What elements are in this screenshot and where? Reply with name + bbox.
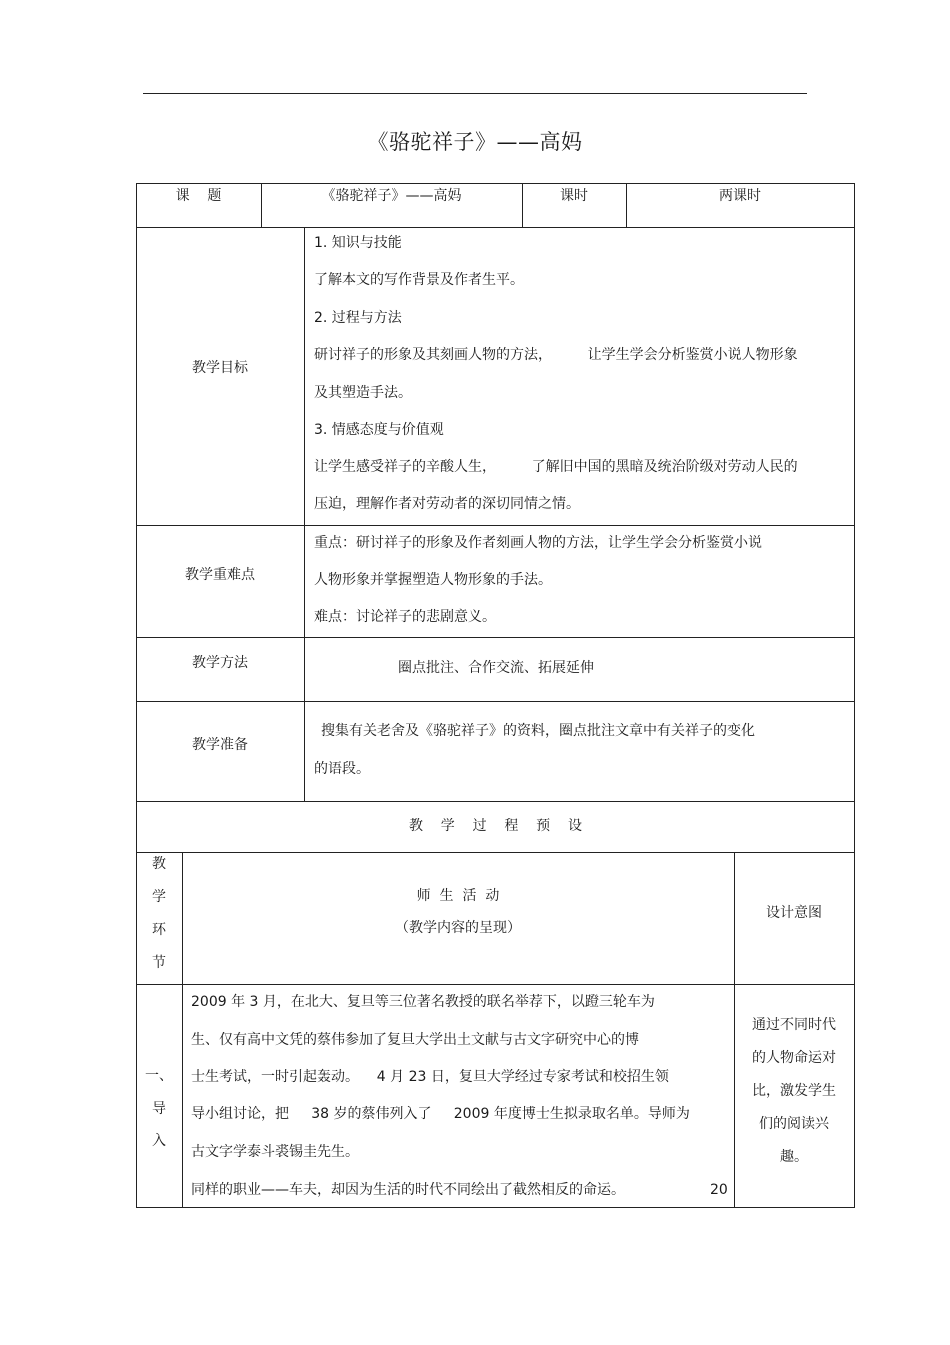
preparation-label: 教学准备 (192, 737, 248, 753)
intro-content-line: 2009 年 3 月，在北大、复旦等三位著名教授的联名举荐下，以蹬三轮车为 (191, 994, 655, 1010)
stage-header-char: 环 (152, 922, 166, 938)
objective-line: 压迫，理解作者对劳动者的深切同情之情。 (314, 496, 580, 512)
table-border-right (854, 183, 855, 1208)
intro-content-line: 同样的职业——车夫，却因为生活的时代不同绘出了截然相反的命运。 (191, 1182, 625, 1198)
row-divider (136, 701, 855, 702)
top-rule (143, 93, 807, 94)
key-point-line: 重点：研讨祥子的形象及作者刻画人物的方法，让学生学会分析鉴赏小说 (314, 535, 762, 551)
intent-label: 设计意图 (766, 905, 822, 921)
objective-line: 研讨祥子的形象及其刻画人物的方法， 让学生学会分析鉴赏小说人物形象 (314, 347, 798, 363)
intro-intent-line: 通过不同时代 (752, 1017, 836, 1033)
row-divider (136, 637, 855, 638)
preparation-line: 搜集有关老舍及《骆驼祥子》的资料，圈点批注文章中有关祥子的变化 (321, 723, 755, 739)
intro-content-line: 古文字学泰斗裘锡圭先生。 (191, 1144, 359, 1160)
intro-stage-char: 导 (152, 1101, 166, 1117)
stage-header-char: 节 (152, 955, 166, 971)
method-value: 圈点批注、合作交流、拓展延伸 (398, 660, 594, 676)
row-divider (136, 801, 855, 802)
page-title: 《骆驼祥子》——高妈 (367, 130, 583, 154)
table-border-top (136, 183, 855, 184)
objective-line: 1. 知识与技能 (314, 235, 402, 251)
preparation-line: 的语段。 (314, 761, 370, 777)
intro-time: 20 (710, 1182, 728, 1198)
subject-value: 《骆驼祥子》——高妈 (321, 188, 462, 204)
objectives-label: 教学目标 (192, 360, 248, 376)
activity-subtitle: （教学内容的呈现） (395, 920, 521, 936)
key-point-line: 难点：讨论祥子的悲剧意义。 (314, 609, 496, 625)
col-divider (304, 227, 305, 801)
row-divider (136, 984, 855, 985)
hours-label: 课时 (560, 188, 588, 204)
stage-header-char: 学 (152, 889, 166, 905)
stage-header-char: 教 (152, 856, 166, 872)
intro-intent-line: 比，激发学生 (752, 1083, 836, 1099)
intro-content-line: 生、仅有高中文凭的蔡伟参加了复旦大学出土文献与古文字研究中心的博 (191, 1032, 639, 1048)
row-divider (136, 852, 855, 853)
intro-intent-line: 趣。 (780, 1149, 808, 1165)
objective-line: 让学生感受祥子的辛酸人生， 了解旧中国的黑暗及统治阶级对劳动人民的 (314, 459, 798, 475)
intro-stage-char: 入 (152, 1133, 166, 1149)
row-divider (136, 525, 855, 526)
intro-stage-char: 一、 (145, 1068, 173, 1084)
row-divider (136, 227, 855, 228)
table-border-left (136, 183, 137, 1208)
activity-title: 师 生 活 动 (416, 888, 500, 904)
key-points-label: 教学重难点 (185, 567, 255, 583)
objective-line: 及其塑造手法。 (314, 385, 412, 401)
process-heading: 教 学 过 程 预 设 (408, 818, 582, 834)
intro-intent-line: 的人物命运对 (752, 1050, 836, 1066)
objective-line: 2. 过程与方法 (314, 310, 402, 326)
table-border-bottom (136, 1207, 855, 1208)
hours-value: 两课时 (719, 188, 761, 204)
lesson-plan-table (136, 183, 855, 1208)
intro-content-line: 导小组讨论，把 38 岁的蔡伟列入了 2009 年度博士生拟录取名单。导师为 (191, 1106, 690, 1122)
objective-line: 了解本文的写作背景及作者生平。 (314, 272, 524, 288)
intro-content-line: 士生考试，一时引起轰动。 4 月 23 日，复旦大学经过专家考试和校招生领 (191, 1069, 669, 1085)
intro-intent-line: 们的阅读兴 (759, 1116, 829, 1132)
col-divider (182, 852, 183, 1208)
method-label: 教学方法 (192, 655, 248, 671)
key-point-line: 人物形象并掌握塑造人物形象的手法。 (314, 572, 552, 588)
objective-line: 3. 情感态度与价值观 (314, 422, 444, 438)
subject-label: 课 题 (175, 188, 222, 204)
